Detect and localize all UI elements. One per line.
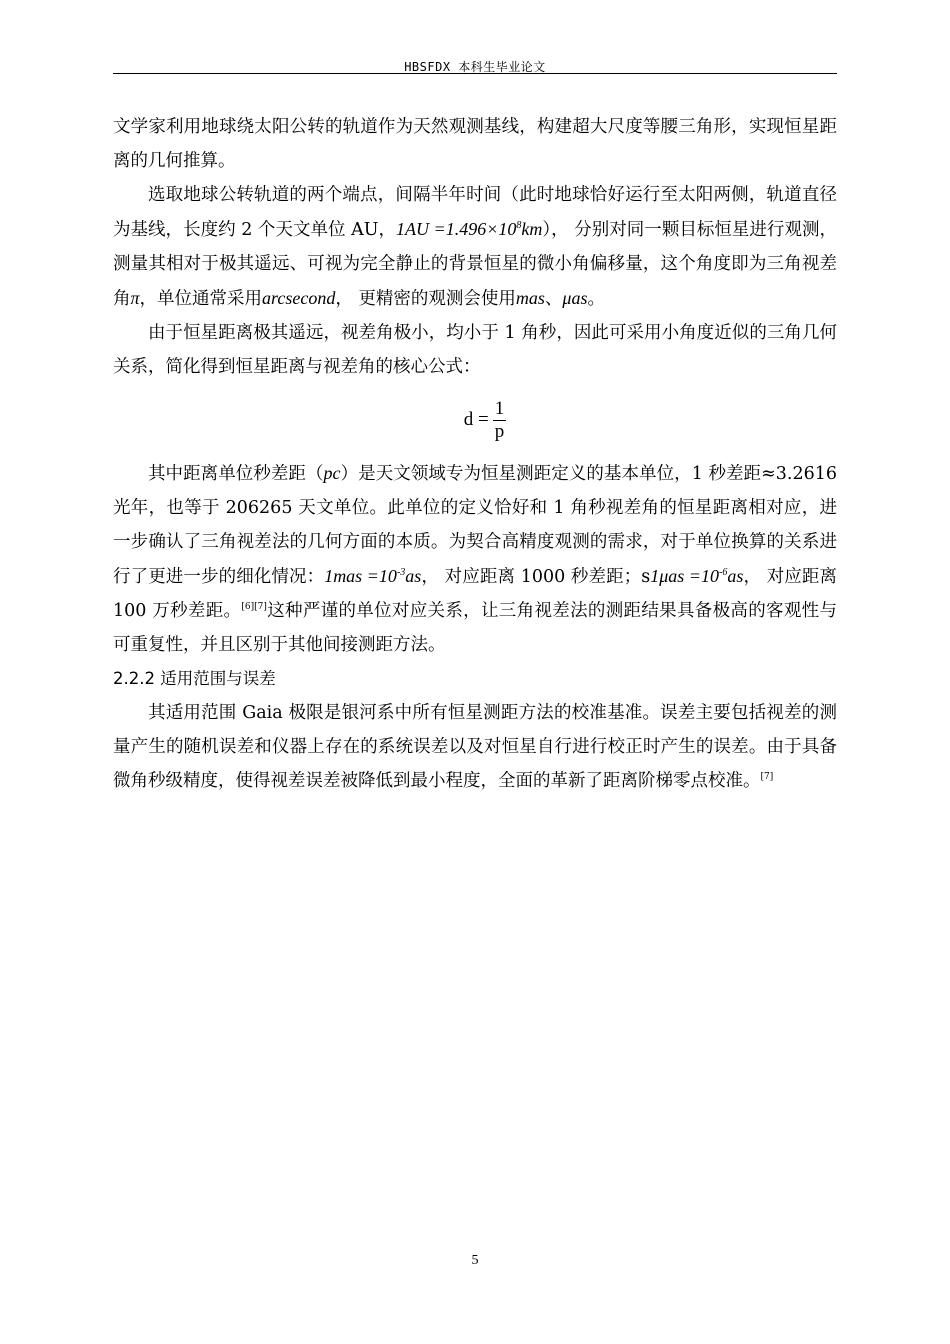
text-segment: 其中距离单位秒差距（ [148, 464, 324, 484]
text-segment: 。 [587, 289, 605, 309]
text-segment: 其适用范围 Gaia 极限是银河系中所有恒星测距方法的校准基准。误差主要包括视差的测量产生的随机误差和仪器上存在的系统误差以及对恒星自行进行校正时产生的误差。由于具备微角秒级精度，使得视差误差被降低到最小程度，全面的革新了距离阶梯零点校准。 [113, 703, 837, 791]
mas-equation: $1mas =10^{-3}as$ [324, 566, 422, 586]
citation-7: [7] [760, 772, 774, 782]
pc-unit: pc [323, 463, 341, 483]
text-segment: ， 对应距离 1000 秒差距；s [421, 567, 651, 587]
arcsecond-unit: arcsecond [262, 288, 336, 308]
header-rule [113, 73, 837, 74]
text-segment: ）， 分别对同一颗目标恒星进行观测，测量其相对于极其遥远、可视为完全静止的背景恒星的微小角偏移量，这个角度即为三角视差角 [113, 220, 837, 309]
section-heading: 2.2.2 适用范围与误差 [113, 669, 276, 688]
formula-denominator: p [494, 420, 505, 442]
paragraph-parsec [113, 456, 837, 662]
muas-equation: $1\mu as =10^{-6}as$ [650, 566, 744, 586]
page-body [113, 110, 837, 798]
paragraph-small-angle: 由于恒星距离极其遥远，视差角极小，均小于 1 角秒，因此可采用小角度近似的三角几何关系，简化得到恒星距离与视差角的核心公式： [113, 323, 837, 377]
formula-fraction [493, 398, 507, 443]
citation-6-7: [6][7] [241, 602, 267, 612]
text-segment: 选取地球公转轨道的两个端点，间隔半年时间（此时地球恰好运行至太阳两侧，轨道直径为基线，长度约 2 个天文单位 AU， [113, 185, 837, 240]
text-segment: 这种严谨的单位对应关系，让三角视差法的测距结果具备极高的客观性与可重复性，并且区别于其他间接测距方法。 [113, 601, 838, 655]
paragraph-baseline [113, 178, 837, 316]
page-number: 5 [471, 1253, 479, 1268]
text-segment: ， 对应距离 100 万秒差距。 [113, 567, 837, 621]
paragraph-intro: 文学家利用地球绕太阳公转的轨道作为天然观测基线，构建超大尺度等腰三角形，实现恒星距离的几何推算。 [113, 117, 837, 171]
muas-unit: μas [562, 288, 588, 308]
distance-formula [113, 384, 837, 456]
running-header: HBSFDX 本科生毕业论文 [404, 60, 546, 74]
au-equation: $1AU =1.496\times 10^8km$ [396, 219, 543, 239]
text-segment: 、 [544, 289, 563, 309]
formula-numerator: 1 [494, 397, 505, 419]
mas-unit: mas [515, 288, 545, 308]
paragraph-range-error [113, 696, 837, 798]
parallax-symbol: π [130, 288, 140, 308]
text-segment: ，单位通常采用 [139, 289, 263, 309]
text-segment: ）是天文领域专为恒星测距定义的基本单位，1 秒差距≈3.2616 光年，也等于 206265 天文单位。此单位的定义恰好和 1 角秒视差角的恒星距离相对应，进一步确认了三角视差法的几何方面的本质。为契合高精度观测的需求，对于单位换算的关系进行了更进一步的细化情况： [113, 464, 837, 587]
formula-lhs: d = [463, 409, 489, 430]
text-segment: ， 更精密的观测会使用 [335, 289, 516, 309]
